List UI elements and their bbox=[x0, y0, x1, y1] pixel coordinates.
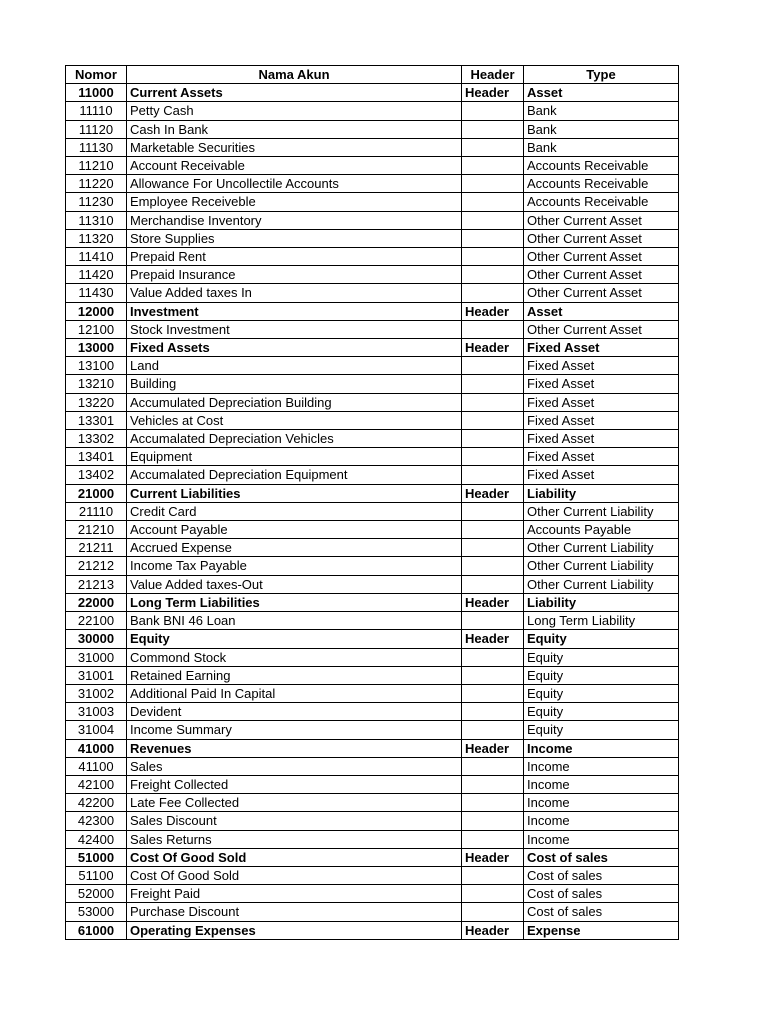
account-name-cell: Additional Paid In Capital bbox=[127, 684, 462, 702]
header-flag-cell bbox=[462, 102, 524, 120]
account-type-cell: Asset bbox=[524, 302, 679, 320]
header-flag-cell bbox=[462, 248, 524, 266]
account-type-cell: Income bbox=[524, 739, 679, 757]
header-flag-cell bbox=[462, 539, 524, 557]
account-name-cell: Income Summary bbox=[127, 721, 462, 739]
header-flag-cell bbox=[462, 794, 524, 812]
account-name-cell: Equity bbox=[127, 630, 462, 648]
account-type-cell: Income bbox=[524, 794, 679, 812]
account-name-cell: Credit Card bbox=[127, 502, 462, 520]
header-flag-cell bbox=[462, 138, 524, 156]
account-type-cell: Expense bbox=[524, 921, 679, 939]
account-number-cell: 11000 bbox=[66, 84, 127, 102]
account-number-cell: 11420 bbox=[66, 266, 127, 284]
account-number-cell: 31004 bbox=[66, 721, 127, 739]
account-number-cell: 11320 bbox=[66, 229, 127, 247]
account-name-cell: Cash In Bank bbox=[127, 120, 462, 138]
table-row bbox=[66, 557, 679, 575]
table-row bbox=[66, 411, 679, 429]
table-row bbox=[66, 266, 679, 284]
account-name-cell: Prepaid Insurance bbox=[127, 266, 462, 284]
account-name-cell: Vehicles at Cost bbox=[127, 411, 462, 429]
account-number-cell: 22100 bbox=[66, 612, 127, 630]
account-number-cell: 21210 bbox=[66, 521, 127, 539]
header-flag-cell bbox=[462, 284, 524, 302]
account-number-cell: 42300 bbox=[66, 812, 127, 830]
account-name-cell: Allowance For Uncollectile Accounts bbox=[127, 175, 462, 193]
account-type-cell: Other Current Asset bbox=[524, 229, 679, 247]
account-number-cell: 41100 bbox=[66, 757, 127, 775]
table-row bbox=[66, 248, 679, 266]
header-flag-cell bbox=[462, 866, 524, 884]
account-type-cell: Cost of sales bbox=[524, 848, 679, 866]
table-row bbox=[66, 812, 679, 830]
header-flag-cell: Header bbox=[462, 739, 524, 757]
header-flag-cell bbox=[462, 375, 524, 393]
table-row bbox=[66, 102, 679, 120]
account-type-cell: Bank bbox=[524, 120, 679, 138]
account-number-cell: 31000 bbox=[66, 648, 127, 666]
account-number-cell: 21213 bbox=[66, 575, 127, 593]
account-number-cell: 11110 bbox=[66, 102, 127, 120]
account-name-cell: Merchandise Inventory bbox=[127, 211, 462, 229]
account-type-cell: Income bbox=[524, 775, 679, 793]
header-flag-cell bbox=[462, 721, 524, 739]
table-row bbox=[66, 921, 679, 939]
table-row bbox=[66, 430, 679, 448]
account-type-cell: Other Current Asset bbox=[524, 248, 679, 266]
account-name-cell: Cost Of Good Sold bbox=[127, 866, 462, 884]
table-row bbox=[66, 794, 679, 812]
account-type-cell: Other Current Asset bbox=[524, 266, 679, 284]
header-flag-cell bbox=[462, 448, 524, 466]
account-name-cell: Long Term Liabilities bbox=[127, 593, 462, 611]
account-number-cell: 13210 bbox=[66, 375, 127, 393]
account-name-cell: Account Receivable bbox=[127, 157, 462, 175]
account-number-cell: 53000 bbox=[66, 903, 127, 921]
header-flag-cell: Header bbox=[462, 630, 524, 648]
table-row bbox=[66, 484, 679, 502]
header-flag-cell bbox=[462, 229, 524, 247]
account-number-cell: 21000 bbox=[66, 484, 127, 502]
header-flag-cell bbox=[462, 357, 524, 375]
table-row bbox=[66, 666, 679, 684]
table-row bbox=[66, 393, 679, 411]
table-row bbox=[66, 775, 679, 793]
account-number-cell: 13220 bbox=[66, 393, 127, 411]
header-flag-cell bbox=[462, 612, 524, 630]
account-number-cell: 31002 bbox=[66, 684, 127, 702]
account-name-cell: Accumalated Depreciation Equipment bbox=[127, 466, 462, 484]
account-name-cell: Land bbox=[127, 357, 462, 375]
account-number-cell: 11430 bbox=[66, 284, 127, 302]
table-row bbox=[66, 521, 679, 539]
account-type-cell: Income bbox=[524, 812, 679, 830]
account-number-cell: 13402 bbox=[66, 466, 127, 484]
header-flag-cell bbox=[462, 175, 524, 193]
account-name-cell: Marketable Securities bbox=[127, 138, 462, 156]
account-type-cell: Cost of sales bbox=[524, 885, 679, 903]
account-type-cell: Long Term Liability bbox=[524, 612, 679, 630]
table-row bbox=[66, 175, 679, 193]
column-header-type: Type bbox=[524, 66, 679, 84]
account-type-cell: Equity bbox=[524, 684, 679, 702]
table-row bbox=[66, 848, 679, 866]
account-number-cell: 22000 bbox=[66, 593, 127, 611]
account-number-cell: 11130 bbox=[66, 138, 127, 156]
account-number-cell: 52000 bbox=[66, 885, 127, 903]
account-name-cell: Accumulated Depreciation Building bbox=[127, 393, 462, 411]
account-type-cell: Bank bbox=[524, 138, 679, 156]
account-name-cell: Revenues bbox=[127, 739, 462, 757]
header-flag-cell bbox=[462, 393, 524, 411]
table-row bbox=[66, 502, 679, 520]
account-name-cell: Income Tax Payable bbox=[127, 557, 462, 575]
table-body bbox=[66, 84, 679, 940]
table-row bbox=[66, 593, 679, 611]
table-row bbox=[66, 630, 679, 648]
account-number-cell: 51100 bbox=[66, 866, 127, 884]
header-flag-cell bbox=[462, 120, 524, 138]
header-flag-cell bbox=[462, 466, 524, 484]
account-name-cell: Investment bbox=[127, 302, 462, 320]
header-flag-cell: Header bbox=[462, 302, 524, 320]
account-name-cell: Store Supplies bbox=[127, 229, 462, 247]
header-flag-cell bbox=[462, 903, 524, 921]
account-name-cell: Building bbox=[127, 375, 462, 393]
account-number-cell: 13301 bbox=[66, 411, 127, 429]
account-type-cell: Other Current Asset bbox=[524, 284, 679, 302]
table-row bbox=[66, 703, 679, 721]
account-type-cell: Equity bbox=[524, 721, 679, 739]
header-flag-cell bbox=[462, 666, 524, 684]
account-name-cell: Purchase Discount bbox=[127, 903, 462, 921]
account-type-cell: Equity bbox=[524, 630, 679, 648]
table-row bbox=[66, 157, 679, 175]
account-number-cell: 41000 bbox=[66, 739, 127, 757]
table-row bbox=[66, 357, 679, 375]
account-type-cell: Fixed Asset bbox=[524, 357, 679, 375]
header-flag-cell bbox=[462, 885, 524, 903]
table-row bbox=[66, 284, 679, 302]
account-type-cell: Other Current Liability bbox=[524, 575, 679, 593]
header-flag-cell: Header bbox=[462, 339, 524, 357]
table-row bbox=[66, 885, 679, 903]
table-row bbox=[66, 466, 679, 484]
chart-of-accounts-table bbox=[65, 65, 679, 940]
account-type-cell: Asset bbox=[524, 84, 679, 102]
table-row bbox=[66, 448, 679, 466]
account-number-cell: 13401 bbox=[66, 448, 127, 466]
account-name-cell: Employee Receiveble bbox=[127, 193, 462, 211]
account-name-cell: Devident bbox=[127, 703, 462, 721]
table-row bbox=[66, 84, 679, 102]
account-name-cell: Accumalated Depreciation Vehicles bbox=[127, 430, 462, 448]
column-header-nomor: Nomor bbox=[66, 66, 127, 84]
table-row bbox=[66, 138, 679, 156]
account-number-cell: 21211 bbox=[66, 539, 127, 557]
account-type-cell: Cost of sales bbox=[524, 903, 679, 921]
account-name-cell: Value Added taxes-Out bbox=[127, 575, 462, 593]
account-type-cell: Accounts Payable bbox=[524, 521, 679, 539]
account-name-cell: Accrued Expense bbox=[127, 539, 462, 557]
account-type-cell: Income bbox=[524, 757, 679, 775]
table-row bbox=[66, 903, 679, 921]
table-row bbox=[66, 339, 679, 357]
account-name-cell: Bank BNI 46 Loan bbox=[127, 612, 462, 630]
account-name-cell: Equipment bbox=[127, 448, 462, 466]
header-flag-cell: Header bbox=[462, 593, 524, 611]
account-number-cell: 21110 bbox=[66, 502, 127, 520]
account-name-cell: Value Added taxes In bbox=[127, 284, 462, 302]
header-flag-cell bbox=[462, 411, 524, 429]
table-row bbox=[66, 375, 679, 393]
account-number-cell: 11310 bbox=[66, 211, 127, 229]
column-header-nama-akun: Nama Akun bbox=[127, 66, 462, 84]
account-number-cell: 13000 bbox=[66, 339, 127, 357]
account-type-cell: Liability bbox=[524, 484, 679, 502]
account-type-cell: Accounts Receivable bbox=[524, 157, 679, 175]
account-name-cell: Fixed Assets bbox=[127, 339, 462, 357]
account-name-cell: Account Payable bbox=[127, 521, 462, 539]
account-number-cell: 13100 bbox=[66, 357, 127, 375]
header-flag-cell bbox=[462, 157, 524, 175]
table-row bbox=[66, 684, 679, 702]
account-number-cell: 31001 bbox=[66, 666, 127, 684]
account-number-cell: 42400 bbox=[66, 830, 127, 848]
account-type-cell: Accounts Receivable bbox=[524, 193, 679, 211]
account-name-cell: Cost Of Good Sold bbox=[127, 848, 462, 866]
account-type-cell: Equity bbox=[524, 666, 679, 684]
header-flag-cell bbox=[462, 502, 524, 520]
header-flag-cell bbox=[462, 684, 524, 702]
table-row bbox=[66, 739, 679, 757]
table-row bbox=[66, 539, 679, 557]
account-type-cell: Cost of sales bbox=[524, 866, 679, 884]
table-row bbox=[66, 229, 679, 247]
header-flag-cell bbox=[462, 430, 524, 448]
account-type-cell: Fixed Asset bbox=[524, 393, 679, 411]
account-type-cell: Bank bbox=[524, 102, 679, 120]
account-number-cell: 42100 bbox=[66, 775, 127, 793]
header-flag-cell bbox=[462, 757, 524, 775]
table-header-row bbox=[66, 66, 679, 84]
account-number-cell: 11120 bbox=[66, 120, 127, 138]
account-number-cell: 12100 bbox=[66, 320, 127, 338]
account-type-cell: Fixed Asset bbox=[524, 448, 679, 466]
account-type-cell: Fixed Asset bbox=[524, 411, 679, 429]
header-flag-cell: Header bbox=[462, 84, 524, 102]
table-row bbox=[66, 320, 679, 338]
header-flag-cell: Header bbox=[462, 921, 524, 939]
account-type-cell: Fixed Asset bbox=[524, 339, 679, 357]
account-type-cell: Other Current Asset bbox=[524, 211, 679, 229]
account-name-cell: Stock Investment bbox=[127, 320, 462, 338]
account-name-cell: Retained Earning bbox=[127, 666, 462, 684]
account-number-cell: 12000 bbox=[66, 302, 127, 320]
account-name-cell: Petty Cash bbox=[127, 102, 462, 120]
table-row bbox=[66, 302, 679, 320]
account-name-cell: Sales Returns bbox=[127, 830, 462, 848]
table-row bbox=[66, 648, 679, 666]
account-number-cell: 11220 bbox=[66, 175, 127, 193]
table-row bbox=[66, 757, 679, 775]
table-row bbox=[66, 830, 679, 848]
account-type-cell: Equity bbox=[524, 703, 679, 721]
account-type-cell: Fixed Asset bbox=[524, 466, 679, 484]
account-type-cell: Other Current Liability bbox=[524, 502, 679, 520]
account-name-cell: Freight Collected bbox=[127, 775, 462, 793]
account-type-cell: Fixed Asset bbox=[524, 430, 679, 448]
account-name-cell: Current Assets bbox=[127, 84, 462, 102]
header-flag-cell bbox=[462, 703, 524, 721]
header-flag-cell bbox=[462, 575, 524, 593]
header-flag-cell bbox=[462, 320, 524, 338]
header-flag-cell bbox=[462, 557, 524, 575]
header-flag-cell bbox=[462, 211, 524, 229]
account-type-cell: Other Current Asset bbox=[524, 320, 679, 338]
account-number-cell: 11230 bbox=[66, 193, 127, 211]
account-number-cell: 11210 bbox=[66, 157, 127, 175]
table-row bbox=[66, 211, 679, 229]
table-row bbox=[66, 866, 679, 884]
column-header-header: Header bbox=[462, 66, 524, 84]
account-name-cell: Operating Expenses bbox=[127, 921, 462, 939]
header-flag-cell: Header bbox=[462, 484, 524, 502]
account-name-cell: Sales bbox=[127, 757, 462, 775]
account-type-cell: Fixed Asset bbox=[524, 375, 679, 393]
account-number-cell: 51000 bbox=[66, 848, 127, 866]
header-flag-cell bbox=[462, 266, 524, 284]
account-number-cell: 31003 bbox=[66, 703, 127, 721]
header-flag-cell bbox=[462, 521, 524, 539]
table-row bbox=[66, 193, 679, 211]
table-row bbox=[66, 575, 679, 593]
header-flag-cell bbox=[462, 775, 524, 793]
account-number-cell: 13302 bbox=[66, 430, 127, 448]
account-name-cell: Late Fee Collected bbox=[127, 794, 462, 812]
account-number-cell: 30000 bbox=[66, 630, 127, 648]
header-flag-cell bbox=[462, 648, 524, 666]
header-flag-cell: Header bbox=[462, 848, 524, 866]
table-row bbox=[66, 721, 679, 739]
table-row bbox=[66, 612, 679, 630]
account-number-cell: 21212 bbox=[66, 557, 127, 575]
header-flag-cell bbox=[462, 812, 524, 830]
account-number-cell: 11410 bbox=[66, 248, 127, 266]
account-type-cell: Liability bbox=[524, 593, 679, 611]
account-name-cell: Current Liabilities bbox=[127, 484, 462, 502]
account-number-cell: 42200 bbox=[66, 794, 127, 812]
account-type-cell: Equity bbox=[524, 648, 679, 666]
account-type-cell: Accounts Receivable bbox=[524, 175, 679, 193]
account-name-cell: Freight Paid bbox=[127, 885, 462, 903]
account-type-cell: Other Current Liability bbox=[524, 557, 679, 575]
account-number-cell: 61000 bbox=[66, 921, 127, 939]
account-name-cell: Commond Stock bbox=[127, 648, 462, 666]
account-name-cell: Sales Discount bbox=[127, 812, 462, 830]
table-row bbox=[66, 120, 679, 138]
account-name-cell: Prepaid Rent bbox=[127, 248, 462, 266]
header-flag-cell bbox=[462, 193, 524, 211]
header-flag-cell bbox=[462, 830, 524, 848]
account-type-cell: Other Current Liability bbox=[524, 539, 679, 557]
account-type-cell: Income bbox=[524, 830, 679, 848]
